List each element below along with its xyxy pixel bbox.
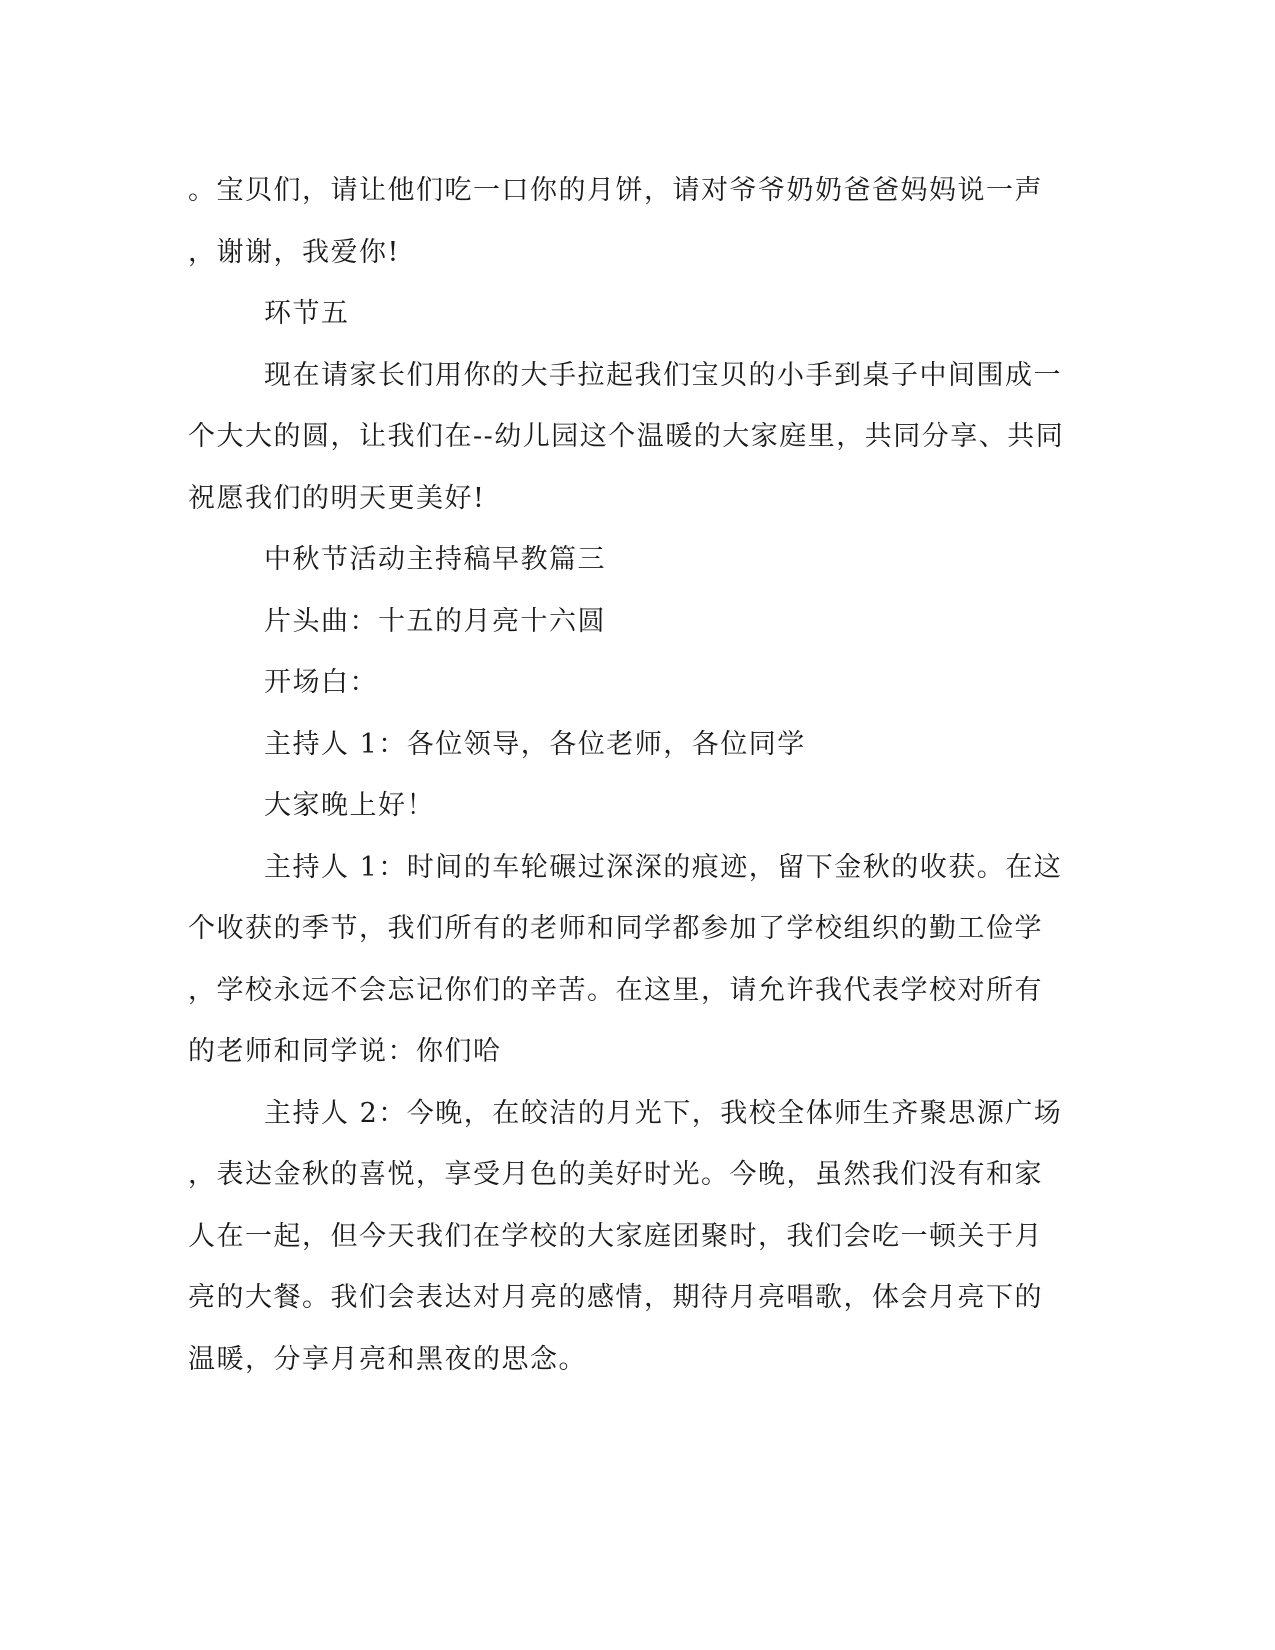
text-line: 。宝贝们，请让他们吃一口你的月饼，请对爷爷奶奶爸爸妈妈说一声 [188,175,1043,206]
text-line: 开场白： [264,667,378,698]
text-line: 的老师和同学说：你们哈 [188,1036,502,1067]
text-line: ，表达金秋的喜悦，享受月色的美好时光。今晚，虽然我们没有和家 [188,1159,1043,1190]
text-line: ，谢谢，我爱你! [188,236,400,268]
text-line: 主持人 2：今晚，在皎洁的月光下，我校全体师生齐聚思源广场 [264,1097,1063,1129]
text-line: 片头曲：十五的月亮十六圆 [264,605,606,637]
text-line: 主持人 1：时间的车轮碾过深深的痕迹，留下金秋的收获。在这 [264,851,1063,883]
text-line: 人在一起，但今天我们在学校的大家庭团聚时，我们会吃一顿关于月 [188,1220,1043,1252]
section-heading: 环节五 [264,298,350,329]
document-body [188,160,1088,1390]
text-line: 亮的大餐。我们会表达对月亮的感情，期待月亮唱歌，体会月亮下的 [188,1282,1043,1313]
text-line: 大家晚上好！ [264,790,435,821]
text-line: 温暖，分享月亮和黑夜的思念。 [188,1343,587,1375]
article-title: 中秋节活动主持稿早教篇三 [264,544,606,575]
text-line: 个收获的季节，我们所有的老师和同学都参加了学校组织的勤工俭学 [188,913,1043,944]
text-line: 主持人 1：各位领导，各位老师，各位同学 [264,728,806,760]
text-line: ，学校永远不会忘记你们的辛苦。在这里，请允许我代表学校对所有 [188,974,1043,1006]
text-line: 现在请家长们用你的大手拉起我们宝贝的小手到桌子中间围成一 [264,359,1062,391]
text-line: 个大大的圆，让我们在--幼儿园这个温暖的大家庭里，共同分享、共同 [188,421,1065,452]
text-line: 祝愿我们的明天更美好! [188,482,486,514]
